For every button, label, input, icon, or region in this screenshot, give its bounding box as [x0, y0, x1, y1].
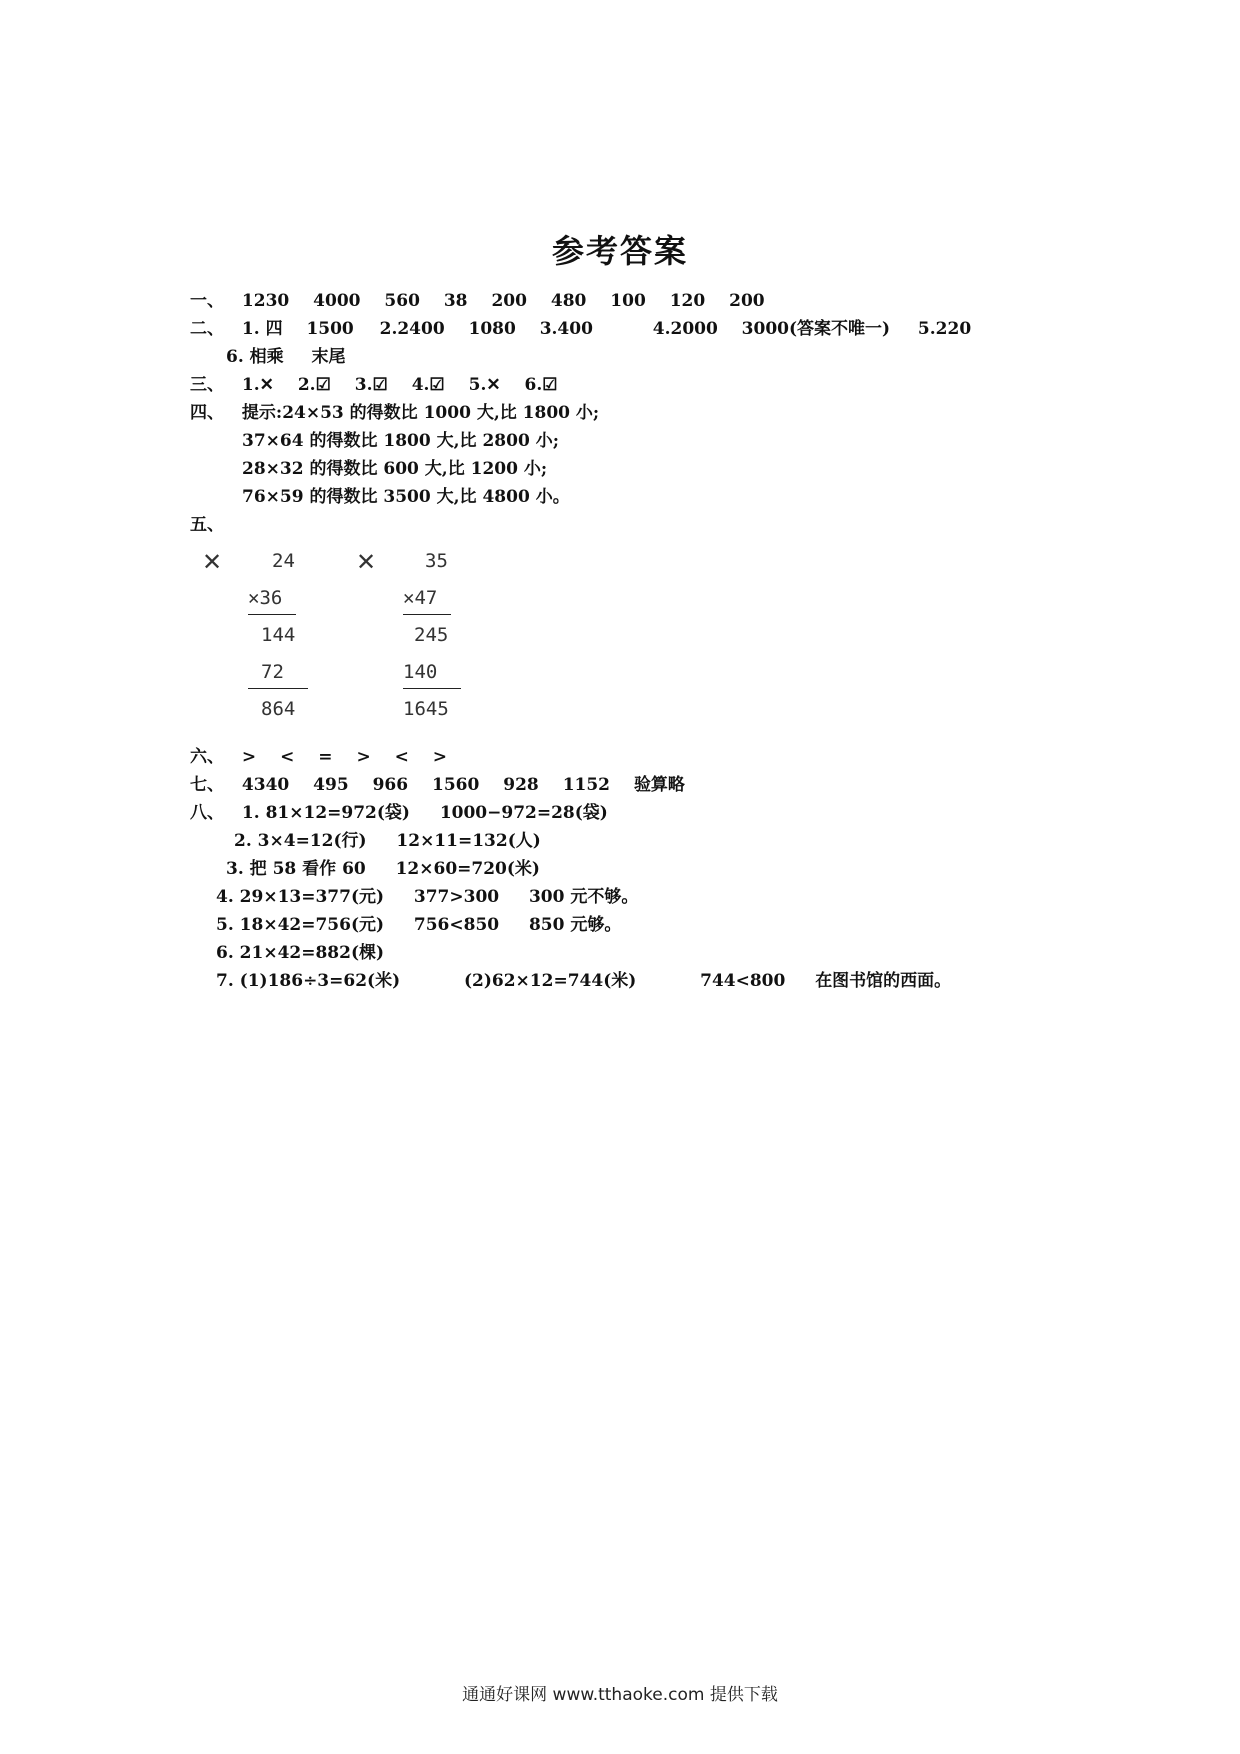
section-4: 四、 提示:24×53 的得数比 1000 大,比 1800 小; [190, 398, 599, 423]
section-2-line-2: 6. 相乘 末尾 [226, 347, 346, 367]
answer-values: 4340 495 966 1560 928 1152 验算略 [241, 775, 685, 795]
comparison-items: > < = > < > [241, 747, 448, 767]
partial-product: 140 [403, 661, 438, 683]
section-4-line: 76×59 的得数比 3500 大,比 4800 小。 [242, 487, 570, 507]
section-label: 一、 [190, 291, 224, 311]
section-4-line: 37×64 的得数比 1800 大,比 2800 小; [242, 431, 559, 451]
section-8-line: 7. (1)186÷3=62(米) (2)62×12=744(米) 744<800 在图书馆的西面。 [216, 971, 952, 991]
product-result: 1645 [403, 698, 449, 720]
multiplier: ✕47 [403, 587, 438, 609]
section-5-label: 五、 [190, 515, 224, 535]
partial-product: 144 [261, 624, 296, 646]
answer-values: 1230 4000 560 38 200 480 100 120 200 [241, 291, 765, 311]
multiplicand: 24 [272, 550, 295, 572]
section-8-line: 6. 21×42=882(棵) [216, 943, 385, 963]
section-8-line: 2. 3×4=12(行) 12×11=132(人) [234, 831, 541, 851]
section-7 [190, 770, 685, 795]
wrong-mark-icon: ✕ [202, 548, 223, 576]
section-label: 四、 [190, 403, 224, 423]
section-label: 六、 [190, 747, 224, 767]
section-label: 三、 [190, 375, 224, 395]
product-result: 864 [261, 698, 296, 720]
section-6 [190, 742, 447, 767]
section-8: 八、 1. 81×12=972(袋) 1000−972=28(袋) [190, 798, 608, 823]
partial-product: 72 [261, 661, 284, 683]
section-1 [190, 286, 765, 311]
section-4-line: 28×32 的得数比 600 大,比 1200 小; [242, 459, 548, 479]
section-8-line: 5. 18×42=756(元) 756<850 850 元够。 [216, 915, 622, 935]
page-title: 参考答案 [551, 232, 688, 270]
section-8-line: 3. 把 58 看作 60 12×60=720(米) [226, 859, 540, 879]
multiplicand: 35 [425, 550, 448, 572]
section-2: 二、 1. 四 1500 2.2400 1080 3.400 4.2000 3000(答案不唯一) 5.220 [190, 314, 971, 339]
multiplier: ✕36 [248, 587, 283, 609]
section-label: 八、 [190, 803, 224, 823]
calc-rule [403, 614, 451, 615]
section-3 [190, 370, 558, 395]
wrong-mark-icon: ✕ [356, 548, 377, 576]
calc-rule [403, 688, 461, 689]
section-8-line: 4. 29×13=377(元) 377>300 300 元不够。 [216, 887, 639, 907]
calc-rule [248, 688, 308, 689]
calc-rule [248, 614, 296, 615]
partial-product: 245 [414, 624, 449, 646]
footer-credit: 通通好课网 www.tthaoke.com 提供下载 [462, 1685, 778, 1705]
judgement-items: 1.✕ 2.☑ 3.☑ 4.☑ 5.✕ 6.☑ [241, 375, 558, 395]
section-label: 七、 [190, 775, 224, 795]
section-label: 二、 [190, 319, 224, 339]
